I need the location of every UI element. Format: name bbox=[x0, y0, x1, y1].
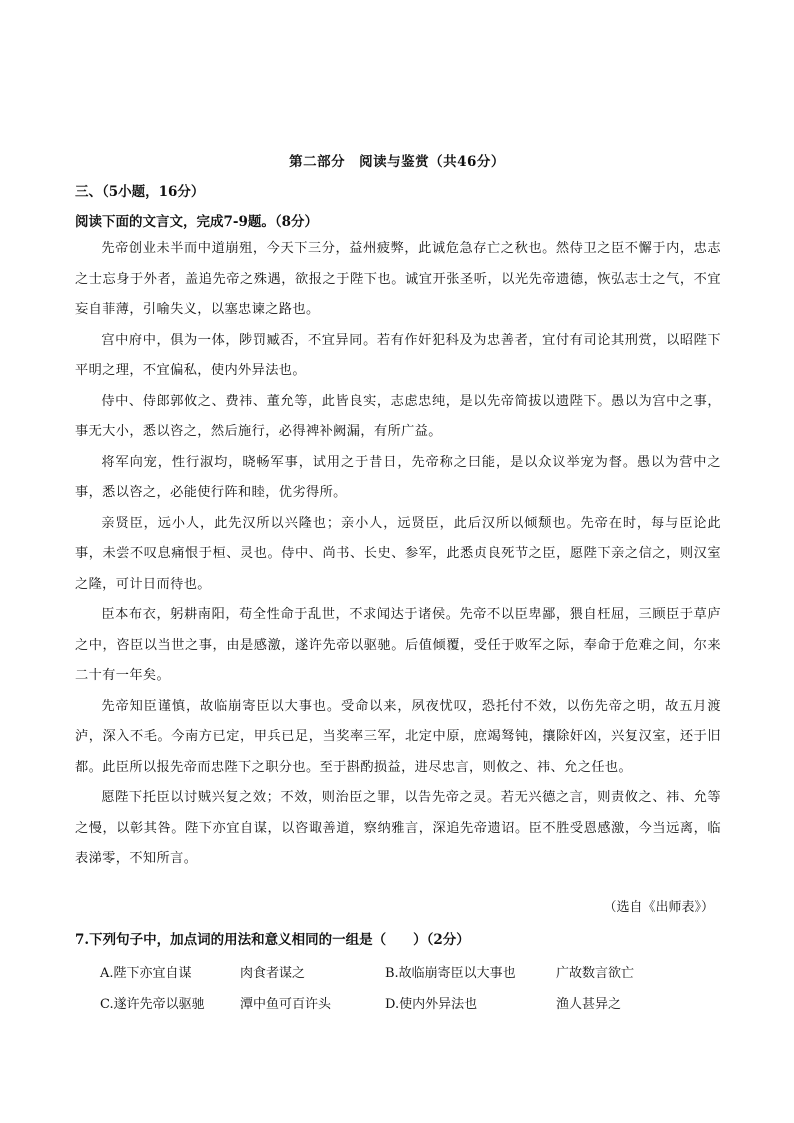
passage-paragraph: 愿陛下托臣以讨贼兴复之效；不效，则治臣之罪，以告先帝之灵。若无兴德之言，则责攸之、祎、允等之慢，以彰其咎。陛下亦宜自谋，以咨诹善道，察纳雅言，深追先帝遗诏。臣不胜受恩感激，今当远离，临表涕零，不知所言。 bbox=[75, 790, 721, 866]
passage-paragraph: 先帝知臣谨慎，故临崩寄臣以大事也。受命以来，夙夜忧叹，恐托付不效，以伤先帝之明，故五月渡泸，深入不毛。今南方已定，甲兵已足，当奖率三军，北定中原，庶竭驽钝，攘除奸凶，兴复汉室，还于旧都。此臣所以报先帝而忠陛下之职分也。至于斟酌损益，进尽忠言，则攸之、祎、允之任也。 bbox=[75, 698, 721, 775]
passage-paragraph: 将军向宠，性行淑均，晓畅军事，试用之于昔日，先帝称之曰能，是以众议举宠为督。愚以为营中之事，悉以咨之，必能使行阵和睦，优劣得所。 bbox=[75, 454, 721, 500]
option-d-left: D.使内外异法也 bbox=[385, 997, 478, 1012]
option-a-left: A.陛下亦宜自谋 bbox=[100, 966, 192, 981]
passage-paragraph: 侍中、侍郎郭攸之、费祎、董允等，此皆良实，志虑忠纯，是以先帝简拔以遗陛下。愚以为宫中之事，事无大小，悉以咨之，然后施行，必得裨补阙漏，有所广益。 bbox=[75, 393, 721, 439]
part-title: 第二部分 阅读与鉴赏（共46分） bbox=[289, 154, 505, 170]
option-b-left: B.故临崩寄臣以大事也 bbox=[385, 966, 516, 981]
option-a-right: 肉食者谋之 bbox=[240, 966, 306, 981]
option-b-right: 广故数言欲亡 bbox=[556, 966, 635, 981]
option-c-right: 潭中鱼可百许头 bbox=[240, 997, 332, 1012]
passage-source: （选自《出师表》） bbox=[603, 900, 714, 915]
classical-passage bbox=[75, 234, 721, 875]
passage-paragraph: 臣本布衣，躬耕南阳，苟全性命于乱世，不求闻达于诸侯。先帝不以臣卑鄙，猥自枉屈，三顾臣于草庐之中，咨臣以当世之事，由是感激，遂许先帝以驱驰。后值倾覆，受任于败军之际，奉命于危难之间，尔来二十有一年矣。 bbox=[75, 607, 721, 683]
option-d-right: 渔人甚异之 bbox=[556, 997, 622, 1012]
reading-instruction: 阅读下面的文言文，完成7-9题。（8分） bbox=[75, 214, 319, 230]
question-7: 7.下列句子中，加点词的用法和意义相同的一组是（ ）（2分） bbox=[75, 932, 470, 948]
passage-paragraph: 宫中府中，俱为一体，陟罚臧否，不宜异同。若有作奸犯科及为忠善者，宜付有司论其刑赏，以昭陛下平明之理，不宜偏私，使内外异法也。 bbox=[75, 332, 721, 378]
section-heading: 三、（5小题，16分） bbox=[75, 184, 205, 200]
option-c-left: C.遂许先帝以驱驰 bbox=[100, 997, 205, 1012]
passage-paragraph: 先帝创业未半而中道崩殂，今天下三分，益州疲弊，此诚危急存亡之秋也。然侍卫之臣不懈于内，忠志之士忘身于外者，盖追先帝之殊遇，欲报之于陛下也。诚宜开张圣听，以光先帝遗德，恢弘志士之气，不宜妄自菲薄，引喻失义，以塞忠谏之路也。 bbox=[75, 241, 721, 317]
passage-paragraph: 亲贤臣，远小人，此先汉所以兴隆也；亲小人，远贤臣，此后汉所以倾颓也。先帝在时，每与臣论此事，未尝不叹息痛恨于桓、灵也。侍中、尚书、长史、参军，此悉贞良死节之臣，愿陛下亲之信之，则汉室之隆，可计日而待也。 bbox=[75, 515, 721, 592]
